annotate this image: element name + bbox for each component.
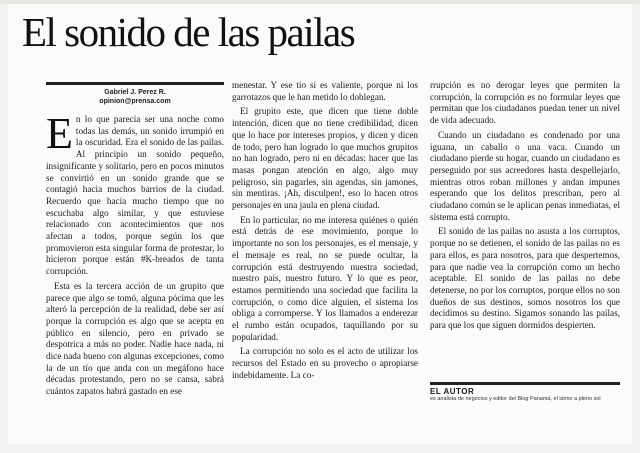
author-description: es analista de negocios y editor del Blog Panamá, el istmo a pleno sol (430, 396, 601, 402)
paragraph: Esta es la tercera acción de un grupito que parece que algo se tomó, alguna pócima que les alteró la percepción de la realidad, debe ser así porque la corrupción es algo que se acepta en público en silencio, pero en privado se despotrica a más no poder. Nadie hace nada, ni dice nada bueno con algunas excepciones, como la de un tío que anda con un megáfono hace décadas protestando, pero no se cansa, sabrá cuántos zapatos habrá gastado en ese (46, 280, 224, 397)
byline-email: opinion@prensa.com (99, 98, 171, 105)
paragraph: La corrupción no solo es el acto de utilizar los recursos del Estado en su provecho o apropiarse indebidamente. La co- (232, 346, 418, 380)
byline-name: Gabriel J. Perez R. (104, 89, 166, 96)
author-title: EL AUTOR (430, 387, 475, 396)
paragraph: menestar. Y ese tío sí es valiente, porque ni los garrotazos que le han metido lo doblegan. (232, 80, 418, 102)
paragraph: El sonido de las pailas no asusta a los corruptos, porque no se detienen, el sonido de las pailas no es para ellos, es para nosotros, para que despertemos, para que nadie vea la corrupción como un hecho aceptable. El sonido de las pailas no debe detenerse, no por los corruptos, porque ellos no son dueños de sus destinos, somos nosotros los que decidimos su destino. Sigamos sonando las pailas, para que los que siguen dormidos despierten. (430, 226, 620, 331)
author-box (430, 382, 620, 423)
column-2 (232, 80, 418, 382)
byline-rule (46, 82, 224, 85)
paragraph: En lo que parecía ser una noche como todas las demás, un sonido irrumpió en la oscuridad. Era el sonido de las pailas. Al principio un sonido pequeño, insignificante y solitario, pero en pocos minutos se convirtió en un sonido grande que se contagió hacia muchos barrios de la ciudad. Recuerdo que hacía mucho tiempo que no escuchaba algo similar, y que estuviese relacionado con acontecimientos que nos afectan a todos, porque según los que promovieron esta singular forma de protestar, lo hicieron porque están #K-breados de tanta corrupción. (46, 109, 224, 277)
paragraph: En lo particular, no me interesa quiénes o quién está detrás de ese movimiento, porque lo importante no son los personajes, es el mensaje, y el mensaje es real, no se puede ocultar, la corrupción está destruyendo nuestra sociedad, nuestro país, nuestro futuro. Y lo que es peor, estamos permitiendo una sociedad que facilita la corrupción, o como dice alguien, el sistema los obliga a corromperse. Y los llamados a enderezar el rumbo están ocupados, taquillando por su popularidad. (232, 214, 418, 342)
column-3 (430, 80, 620, 332)
byline (46, 88, 224, 106)
paragraph: El grupito este, que dicen que tiene doble intención, dicen que no tiene credibilidad, dicen que lo hace por intereses propios, y dicen y dicen de todo, pero han logrado lo que muchos grupitos no han logrado, pero ni en décadas: hacer que las masas pongan atención en algo, algo muy peligroso, sin pagarles, sin agendas, sin jamones, sin mentiras. ¡Ah, disculpen!, eso lo hacen otros personajes en una jaula en plena ciudad. (232, 106, 418, 211)
column-1 (46, 109, 224, 398)
paragraph: Cuando un ciudadano es condenado por una iguana, un caballo o una vaca. Cuando un ciudadano pierde su hogar, cuando un ciudadano es perseguido por sus acreedores hasta despellejarlo, mientras otros roban millones y andan impunes esperando que los delitos prescriban, pero al ciudadano común se le aplican penas inmediatas, el sistema está corrupto. (430, 129, 620, 222)
drop-cap: E (46, 109, 73, 158)
paragraph: rrupción es no derogar leyes que permiten la corrupción, la corrupción es no formular leyes que permitan que los ciudadanos puedan tener un nivel de vida adecuado. (430, 80, 620, 126)
headline: El sonido de las pailas (22, 9, 355, 55)
newspaper-page (8, 4, 632, 444)
